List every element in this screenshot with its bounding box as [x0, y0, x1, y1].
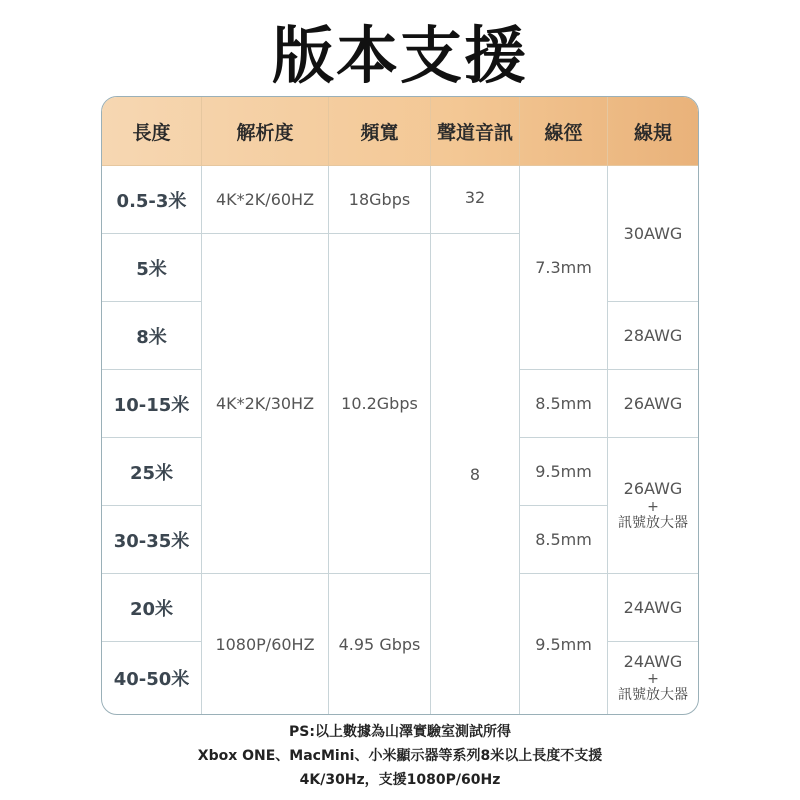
header-audio: 聲道音訊	[431, 97, 520, 166]
gauge-cell: 24AWG	[608, 574, 698, 642]
audio-cell: 32	[431, 166, 520, 234]
header-diameter: 線徑	[520, 97, 608, 166]
page-title: 版本支援	[271, 19, 528, 92]
bandwidth-cell: 10.2Gbps	[329, 234, 431, 574]
header-resolution: 解析度	[202, 97, 329, 166]
gauge-cell: 30AWG	[608, 166, 698, 302]
length-cell: 0.5-3米	[102, 166, 202, 234]
length-cell: 8米	[102, 302, 202, 370]
length-cell: 5米	[102, 234, 202, 302]
header-length: 長度	[102, 97, 202, 166]
diameter-cell: 8.5mm	[520, 506, 608, 574]
length-cell: 40-50米	[102, 642, 202, 714]
gauge-cell-amplified	[608, 438, 698, 574]
diameter-cell: 9.5mm	[520, 438, 608, 506]
header-bandwidth: 頻寬	[329, 97, 431, 166]
footnote-line: Xbox ONE、MacMini、小米顯示器等系列8米以上長度不支援	[197, 748, 603, 764]
gauge-cell: 26AWG	[608, 370, 698, 438]
bandwidth-cell: 4.95 Gbps	[329, 574, 431, 714]
plus-sign: +	[647, 498, 659, 515]
footnote-line: PS:以上數據為山澤實驗室測試所得	[289, 724, 511, 740]
footnote-line: 4K/30Hz，支援1080P/60Hz	[299, 772, 501, 788]
bandwidth-cell: 18Gbps	[329, 166, 431, 234]
diameter-cell: 8.5mm	[520, 370, 608, 438]
diameter-cell: 9.5mm	[520, 574, 608, 714]
amplifier-label: 訊號放大器	[618, 687, 688, 704]
plus-sign: +	[647, 671, 659, 688]
amplifier-label: 訊號放大器	[618, 514, 688, 531]
resolution-cell: 4K*2K/60HZ	[202, 166, 329, 234]
audio-cell: 8	[431, 234, 520, 714]
resolution-cell: 4K*2K/30HZ	[202, 234, 329, 574]
spec-table	[101, 96, 699, 715]
gauge-cell: 28AWG	[608, 302, 698, 370]
length-cell: 30-35米	[102, 506, 202, 574]
length-cell: 25米	[102, 438, 202, 506]
gauge-value: 24AWG	[623, 651, 683, 671]
gauge-cell-amplified	[608, 642, 698, 714]
resolution-cell: 1080P/60HZ	[202, 574, 329, 714]
footnotes	[0, 720, 800, 792]
diameter-cell: 7.3mm	[520, 166, 608, 370]
length-cell: 10-15米	[102, 370, 202, 438]
length-cell: 20米	[102, 574, 202, 642]
gauge-value: 26AWG	[623, 479, 683, 499]
header-gauge: 線規	[608, 97, 698, 166]
